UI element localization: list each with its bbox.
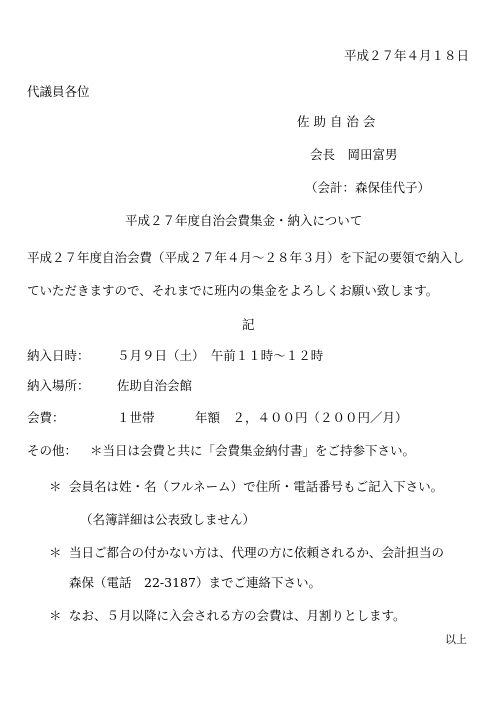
recipient: 代議員各位 [27,84,90,99]
note-1-line-1: 会員名は姓・名（フルネーム）で住所・電話番号もご記入下さい。 [69,479,444,494]
treasurer-name: （会計：森保佳代子） [305,180,431,195]
fee-value: 年額 ２，４００円（２００円／月） [195,410,408,425]
note-2-line-1: 当日ご都合の付かない方は、代理の方に依頼されるか、会計担当の [69,545,445,560]
body-line-2: ていただきますので、それまでに班内の集金をよろしくお願い致します。 [27,283,439,298]
note-3-bullet: ＊ [49,608,62,623]
fee-unit: １世帯 [117,410,155,425]
ki-heading: 記 [242,317,255,332]
president-name: 会長 岡田富男 [310,147,398,162]
document-title: 平成２７年度自治会費集金・納入について [125,213,363,228]
organization-name: 佐 助 自 治 会 [297,114,376,129]
place-label: 納入場所： [27,378,90,393]
other-label: その他： [27,443,78,458]
fee-label: 会費： [27,410,65,425]
note-2-bullet: ＊ [49,545,62,560]
date-value: ５月９日（土） 午前１１時～１２時 [117,348,324,363]
note-2-line-2: 森保（電話 22-3187）までご連絡下さい。 [69,575,321,590]
document-date: 平成２７年４月１８日 [344,48,470,63]
place-value: 佐助自治会館 [117,378,193,393]
other-value: ＊当日は会費と共に「会費集金納付書」をご持参下さい。 [90,443,416,458]
closing-remark: 以上 [445,633,467,646]
date-label: 納入日時： [27,348,90,363]
note-3-line-1: なお、５月以降に入会される方の会費は、月割りとします。 [69,608,406,623]
body-line-1: 平成２７年度自治会費（平成２７年４月～２８年３月）を下記の要領で納入し [27,250,465,265]
note-1-bullet: ＊ [49,479,62,494]
note-1-line-2: （名簿詳細は公表致しません） [80,512,256,527]
